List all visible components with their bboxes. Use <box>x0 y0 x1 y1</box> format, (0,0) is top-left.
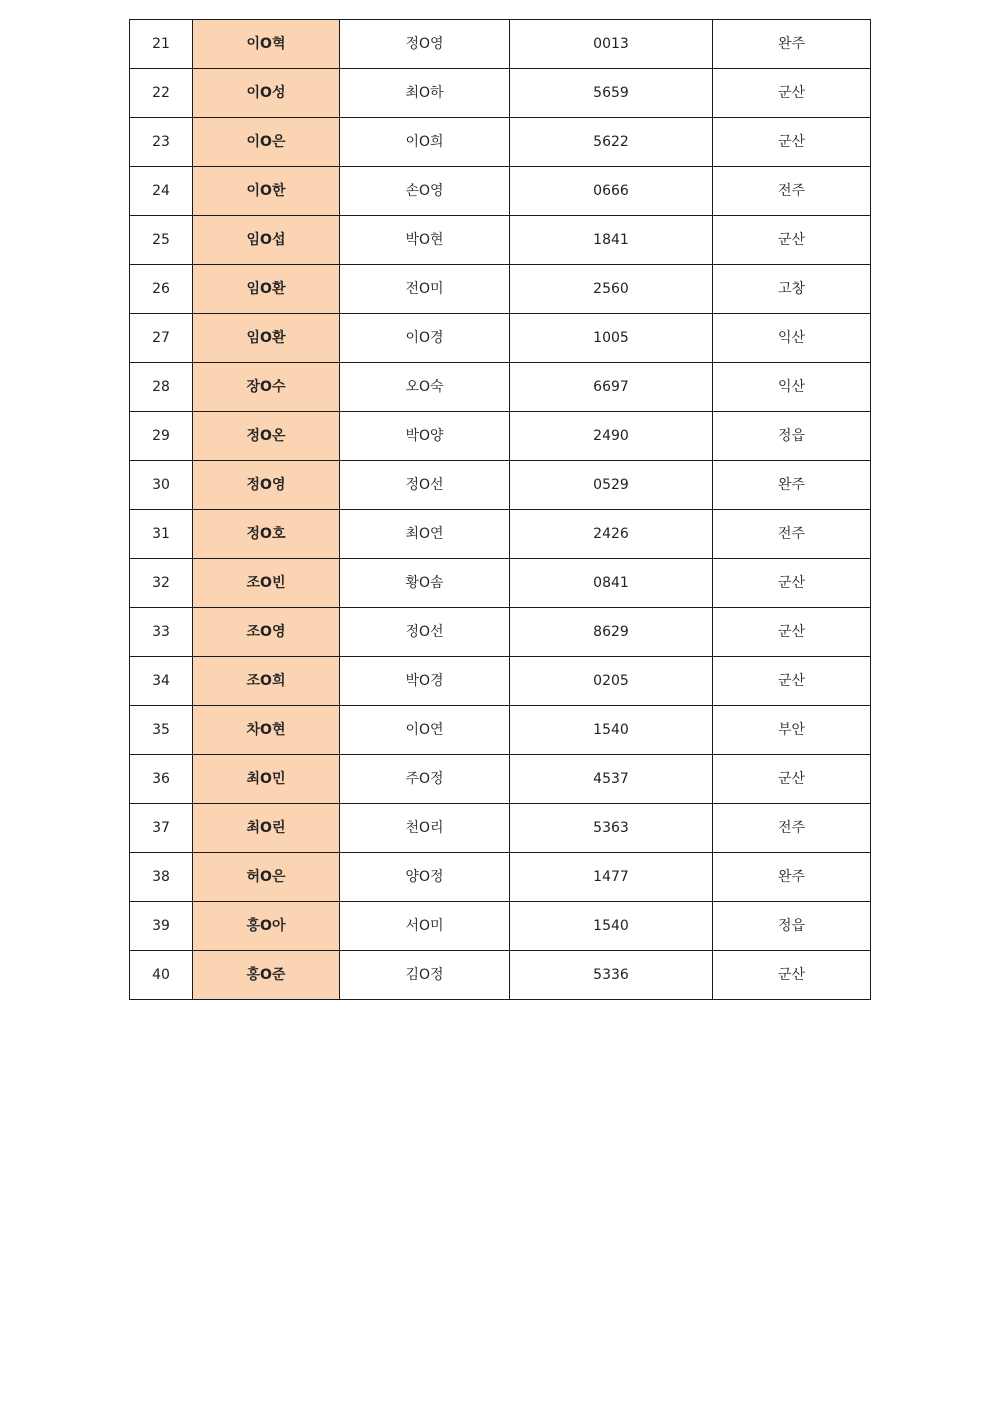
guardian-cell: 천O리 <box>340 804 510 853</box>
name-cell: 임O섭 <box>193 216 340 265</box>
name-cell: 조O빈 <box>193 559 340 608</box>
region-cell: 완주 <box>713 461 871 510</box>
row-number-cell: 35 <box>130 706 193 755</box>
guardian-cell: 양O정 <box>340 853 510 902</box>
region-cell: 익산 <box>713 363 871 412</box>
phone-cell: 0841 <box>510 559 713 608</box>
table-row <box>130 510 871 559</box>
region-cell: 완주 <box>713 20 871 69</box>
region-cell: 고창 <box>713 265 871 314</box>
row-number-cell: 26 <box>130 265 193 314</box>
guardian-cell: 정O선 <box>340 608 510 657</box>
guardian-cell: 정O선 <box>340 461 510 510</box>
region-cell: 군산 <box>713 118 871 167</box>
table-row <box>130 265 871 314</box>
phone-cell: 5363 <box>510 804 713 853</box>
table-row <box>130 706 871 755</box>
table-row <box>130 118 871 167</box>
phone-cell: 5336 <box>510 951 713 1000</box>
table-row <box>130 804 871 853</box>
name-cell: 이O성 <box>193 69 340 118</box>
guardian-cell: 주O정 <box>340 755 510 804</box>
row-number-cell: 33 <box>130 608 193 657</box>
row-number-cell: 27 <box>130 314 193 363</box>
phone-cell: 0013 <box>510 20 713 69</box>
row-number-cell: 32 <box>130 559 193 608</box>
table-row <box>130 951 871 1000</box>
phone-cell: 4537 <box>510 755 713 804</box>
phone-cell: 1477 <box>510 853 713 902</box>
row-number-cell: 37 <box>130 804 193 853</box>
table-row <box>130 363 871 412</box>
region-cell: 완주 <box>713 853 871 902</box>
table-row <box>130 657 871 706</box>
phone-cell: 0666 <box>510 167 713 216</box>
name-cell: 조O희 <box>193 657 340 706</box>
row-number-cell: 23 <box>130 118 193 167</box>
roster-table <box>129 19 871 1000</box>
guardian-cell: 박O현 <box>340 216 510 265</box>
region-cell: 정읍 <box>713 412 871 461</box>
name-cell: 이O혁 <box>193 20 340 69</box>
phone-cell: 1841 <box>510 216 713 265</box>
guardian-cell: 최O하 <box>340 69 510 118</box>
region-cell: 군산 <box>713 69 871 118</box>
name-cell: 정O호 <box>193 510 340 559</box>
phone-cell: 0205 <box>510 657 713 706</box>
phone-cell: 1540 <box>510 902 713 951</box>
row-number-cell: 29 <box>130 412 193 461</box>
guardian-cell: 최O연 <box>340 510 510 559</box>
phone-cell: 2560 <box>510 265 713 314</box>
row-number-cell: 24 <box>130 167 193 216</box>
region-cell: 군산 <box>713 216 871 265</box>
name-cell: 이O은 <box>193 118 340 167</box>
table-row <box>130 216 871 265</box>
region-cell: 익산 <box>713 314 871 363</box>
region-cell: 군산 <box>713 559 871 608</box>
table-row <box>130 755 871 804</box>
row-number-cell: 31 <box>130 510 193 559</box>
phone-cell: 5659 <box>510 69 713 118</box>
roster-table-body <box>130 20 871 1000</box>
table-row <box>130 412 871 461</box>
region-cell: 정읍 <box>713 902 871 951</box>
row-number-cell: 40 <box>130 951 193 1000</box>
region-cell: 전주 <box>713 804 871 853</box>
name-cell: 홍O준 <box>193 951 340 1000</box>
table-row <box>130 461 871 510</box>
row-number-cell: 25 <box>130 216 193 265</box>
guardian-cell: 정O영 <box>340 20 510 69</box>
name-cell: 임O환 <box>193 314 340 363</box>
table-row <box>130 167 871 216</box>
phone-cell: 5622 <box>510 118 713 167</box>
region-cell: 전주 <box>713 167 871 216</box>
row-number-cell: 30 <box>130 461 193 510</box>
name-cell: 최O린 <box>193 804 340 853</box>
guardian-cell: 박O경 <box>340 657 510 706</box>
phone-cell: 1540 <box>510 706 713 755</box>
name-cell: 차O현 <box>193 706 340 755</box>
phone-cell: 1005 <box>510 314 713 363</box>
name-cell: 임O환 <box>193 265 340 314</box>
phone-cell: 2490 <box>510 412 713 461</box>
guardian-cell: 이O경 <box>340 314 510 363</box>
phone-cell: 0529 <box>510 461 713 510</box>
guardian-cell: 오O숙 <box>340 363 510 412</box>
region-cell: 군산 <box>713 951 871 1000</box>
phone-cell: 2426 <box>510 510 713 559</box>
row-number-cell: 34 <box>130 657 193 706</box>
name-cell: 이O한 <box>193 167 340 216</box>
table-row <box>130 902 871 951</box>
row-number-cell: 36 <box>130 755 193 804</box>
table-row <box>130 853 871 902</box>
row-number-cell: 21 <box>130 20 193 69</box>
guardian-cell: 서O미 <box>340 902 510 951</box>
row-number-cell: 38 <box>130 853 193 902</box>
region-cell: 군산 <box>713 755 871 804</box>
name-cell: 장O수 <box>193 363 340 412</box>
name-cell: 조O영 <box>193 608 340 657</box>
guardian-cell: 김O정 <box>340 951 510 1000</box>
row-number-cell: 39 <box>130 902 193 951</box>
row-number-cell: 28 <box>130 363 193 412</box>
table-row <box>130 69 871 118</box>
name-cell: 홍O아 <box>193 902 340 951</box>
guardian-cell: 이O희 <box>340 118 510 167</box>
name-cell: 정O온 <box>193 412 340 461</box>
region-cell: 전주 <box>713 510 871 559</box>
table-row <box>130 608 871 657</box>
guardian-cell: 황O솜 <box>340 559 510 608</box>
table-row <box>130 20 871 69</box>
guardian-cell: 이O연 <box>340 706 510 755</box>
region-cell: 부안 <box>713 706 871 755</box>
name-cell: 허O은 <box>193 853 340 902</box>
guardian-cell: 박O양 <box>340 412 510 461</box>
name-cell: 최O민 <box>193 755 340 804</box>
row-number-cell: 22 <box>130 69 193 118</box>
name-cell: 정O영 <box>193 461 340 510</box>
phone-cell: 8629 <box>510 608 713 657</box>
guardian-cell: 손O영 <box>340 167 510 216</box>
table-row <box>130 559 871 608</box>
region-cell: 군산 <box>713 608 871 657</box>
table-row <box>130 314 871 363</box>
guardian-cell: 전O미 <box>340 265 510 314</box>
region-cell: 군산 <box>713 657 871 706</box>
phone-cell: 6697 <box>510 363 713 412</box>
